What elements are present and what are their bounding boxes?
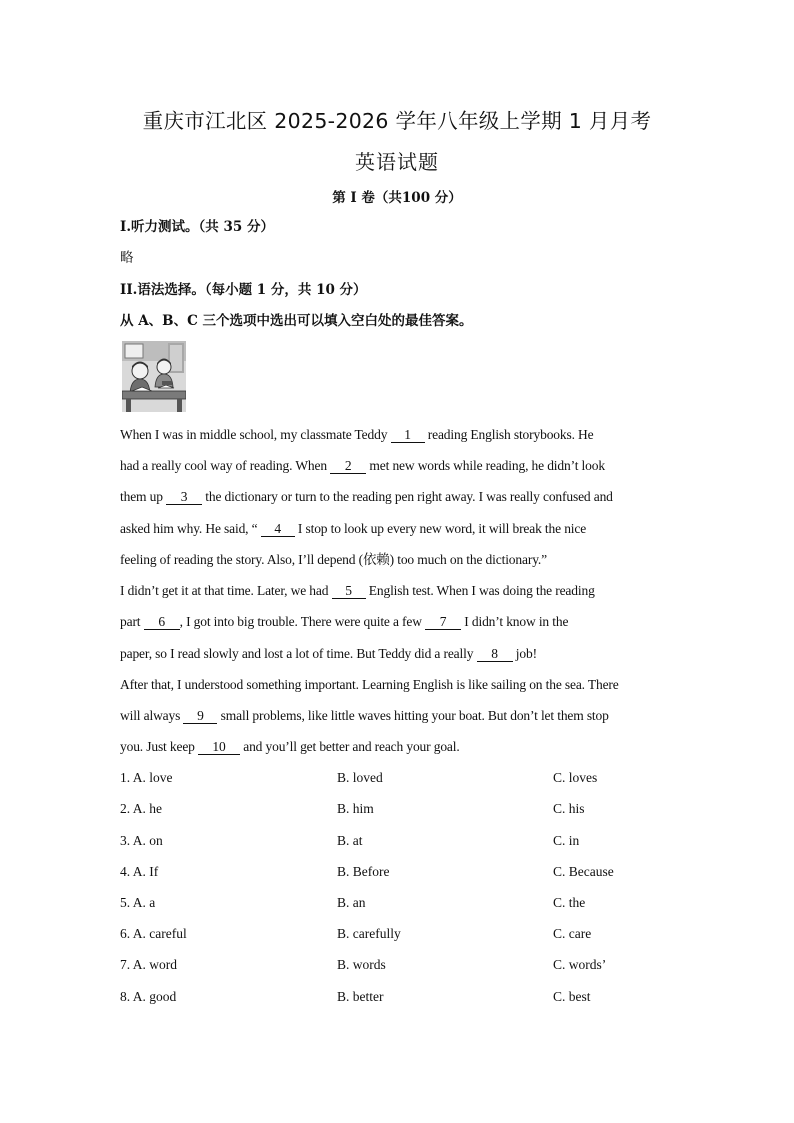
passage-line [120,708,680,724]
passage-line [120,739,680,755]
question-5-option-c[interactable]: C. the [553,895,586,910]
question-8-option-c[interactable]: C. best [553,989,591,1004]
question-1-option-a[interactable]: 1. A. love [120,770,173,785]
passage-line [120,677,680,693]
passage-text: the dictionary or turn to the reading pen right away. I was really confused and [202,489,613,504]
passage-line [120,552,680,568]
question-6-option-a[interactable]: 6. A. careful [120,926,187,941]
question-3-option-b[interactable]: B. at [337,833,363,848]
question-2-option-a[interactable]: 2. A. he [120,801,162,816]
question-3-option-c[interactable]: C. in [553,833,580,848]
question-2-option-b[interactable]: B. him [337,801,374,816]
question-7-option-a[interactable]: 7. A. word [120,957,177,972]
passage-line [120,489,680,505]
passage-text: part [120,614,144,629]
passage-text: After that, I understood something important. Learning English is like sailing on the sea. There [120,677,619,692]
students-reading-illustration [122,341,186,412]
question-1-option-c[interactable]: C. loves [553,770,598,785]
volume-heading: 第 I 卷（共100 分） [332,190,462,206]
passage-line [120,614,680,630]
question-5-option-b[interactable]: B. an [337,895,366,910]
blank-7[interactable]: 7 [425,615,461,630]
question-7-option-b[interactable]: B. words [337,957,386,972]
question-8-option-b[interactable]: B. better [337,989,384,1004]
exam-title: 重庆市江北区 2025-2026 学年八年级上学期 1 月月考 [142,109,652,133]
passage-text: I didn’t know in the [461,614,569,629]
question-6-option-b[interactable]: B. carefully [337,926,401,941]
passage-text: When I was in middle school, my classmate Teddy [120,427,391,442]
listening-section-note: 略 [120,250,134,265]
blank-6[interactable]: 6 [144,615,180,630]
passage-text: you. Just keep [120,739,198,754]
blank-3[interactable]: 3 [166,490,202,505]
blank-2[interactable]: 2 [330,459,366,474]
passage-line [120,646,680,662]
question-4-option-b[interactable]: B. Before [337,864,390,879]
passage-text: job! [512,646,537,661]
question-2-option-c[interactable]: C. his [553,801,585,816]
passage-text: paper, so I read slowly and lost a lot of time. But Teddy did a really [120,646,477,661]
blank-1[interactable]: 1 [391,428,425,443]
passage-text: will always [120,708,184,723]
blank-10[interactable]: 10 [198,740,240,755]
question-7-option-c[interactable]: C. words’ [553,957,607,972]
passage-text: small problems, like little waves hitting your boat. But don’t let them stop [217,708,609,723]
exam-subtitle: 英语试题 [355,150,439,174]
passage-line [120,427,680,443]
passage-text: I stop to look up every new word, it will break the nice [294,521,587,536]
passage-text: , I got into big trouble. There were quite a few [179,614,426,629]
question-4-option-a[interactable]: 4. A. If [120,864,159,879]
question-1-option-b[interactable]: B. loved [337,770,383,785]
question-8-option-a[interactable]: 8. A. good [120,989,177,1004]
passage-text: and you’ll get better and reach your goal. [240,739,460,754]
passage-text: feeling of reading the story. Also, I’ll depend (依赖) too much on the dictionary.” [120,552,547,567]
question-6-option-c[interactable]: C. care [553,926,592,941]
passage-text: reading English storybooks. He [424,427,594,442]
listening-section-title: I.听力测试。（共 35 分） [120,219,274,235]
passage-text: met new words while reading, he didn’t look [366,458,605,473]
passage-line [120,458,680,474]
grammar-section-instruction: 从 A、B、C 三个选项中选出可以填入空白处的最佳答案。 [120,313,473,329]
passage-text: I didn’t get it at that time. Later, we had [120,583,332,598]
question-3-option-a[interactable]: 3. A. on [120,833,163,848]
passage-text: asked him why. He said, “ [120,521,261,536]
blank-9[interactable]: 9 [183,709,217,724]
blank-8[interactable]: 8 [477,647,513,662]
question-5-option-a[interactable]: 5. A. a [120,895,156,910]
passage-text: English test. When I was doing the reading [365,583,595,598]
passage-text: had a really cool way of reading. When [120,458,331,473]
blank-4[interactable]: 4 [261,522,295,537]
passage-text: them up [120,489,167,504]
passage-line [120,521,680,537]
grammar-section-title: II.语法选择。（每小题 1 分，共 10 分） [120,282,367,298]
passage-line [120,583,680,599]
question-4-option-c[interactable]: C. Because [553,864,614,879]
blank-5[interactable]: 5 [332,584,366,599]
